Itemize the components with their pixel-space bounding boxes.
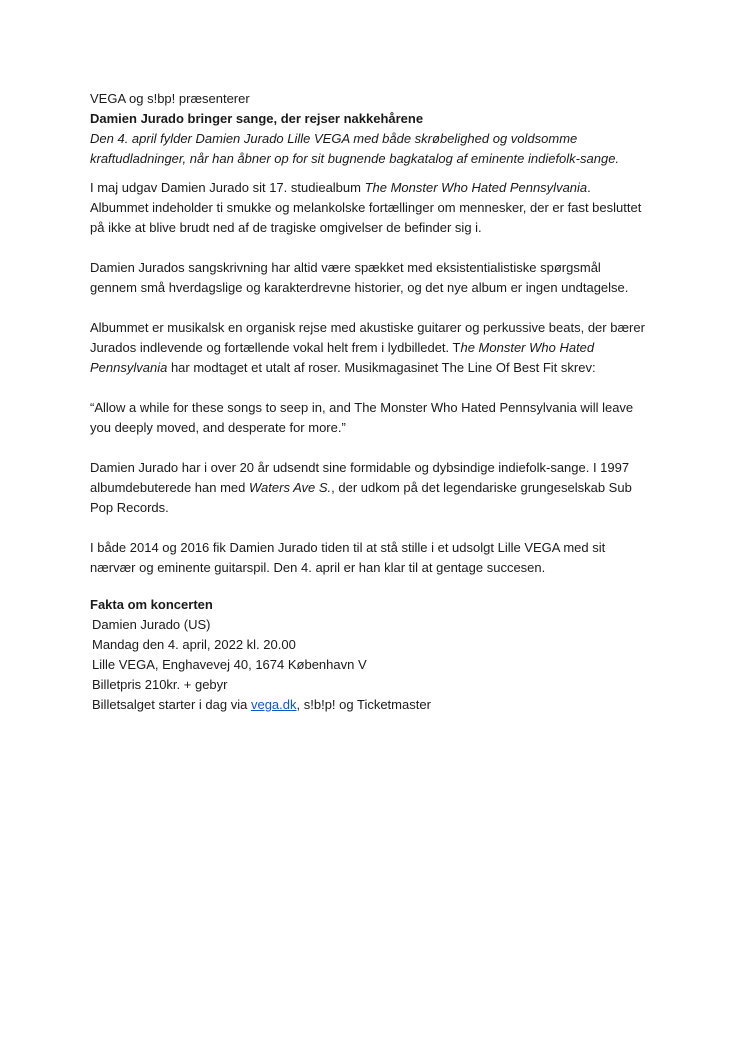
paragraph-album-release [90, 178, 650, 238]
vega-link[interactable]: vega.dk [250, 697, 297, 712]
headline: Damien Jurado bringer sange, der rejser nakkehårene [90, 111, 424, 126]
paragraph-history [90, 458, 650, 518]
p1-text-before: I maj udgav Damien Jurado sit 17. studiealbum [90, 180, 365, 195]
facts-heading: Fakta om koncerten [90, 597, 213, 612]
press-release [90, 89, 650, 715]
p3-text-after: har modtaget et utalt af roser. Musikmagasinet The Line Of Best Fit skrev: [167, 360, 596, 375]
fact-venue: Lille VEGA, Enghavevej 40, 1674 København V [92, 657, 367, 672]
p4-text-after: , der udkom på det legendariske grungeselskab Sub Pop Records. [90, 480, 632, 515]
p3-text-before: Albummet er musikalsk en organisk rejse med akustiske guitarer og perkussive beats, der bærer Jurados indlevende og fortællende vokal helt frem i lydbilledet. T [90, 320, 645, 355]
paragraph-reviews [90, 318, 650, 378]
presenter-line: VEGA og s!bp! præsenterer [90, 91, 250, 106]
paragraph-previous-shows: I både 2014 og 2016 fik Damien Jurado tiden til at stå stille i et udsolgt Lille VEGA med sit nærvær og eminente guitarspil. Den 4. april er han klar til at gentage succesen. [90, 540, 606, 575]
sale-text-before: Billetsalget starter i dag via [92, 697, 251, 712]
sale-text-after: , s!b!p! og Ticketmaster [296, 697, 431, 712]
paragraph-songwriting: Damien Jurados sangskrivning har altid være spækket med eksistentialistiske spørgsmål gennem små hverdagslige og karakterdrevne historier, og det nye album er ingen undtagelse. [90, 260, 629, 295]
fact-ticket-sale [90, 695, 650, 715]
album-title: The Monster Who Hated Pennsylvania [364, 180, 588, 195]
header-block [90, 89, 650, 169]
p4-text-before: Damien Jurado har i over 20 år udsendt sine formidable og dybsindige indiefolk-sange. I 1997 albumdebuterede han med [90, 460, 630, 495]
fact-date: Mandag den 4. april, 2022 kl. 20.00 [92, 637, 296, 652]
debut-album-title: Waters Ave S. [249, 480, 332, 495]
album-title-partial: he Monster Who Hated Pennsylvania [90, 340, 595, 375]
review-quote: “Allow a while for these songs to seep in, and The Monster Who Hated Pennsylvania will leave you deeply moved, and desperate for more.” [90, 400, 634, 435]
fact-artist: Damien Jurado (US) [92, 617, 211, 632]
fact-price: Billetpris 210kr. + gebyr [92, 677, 228, 692]
facts-block [90, 595, 650, 715]
lead-paragraph: Den 4. april fylder Damien Jurado Lille VEGA med både skrøbelighed og voldsomme kraftudladninger, når han åbner op for sit bugnende bagkatalog af eminente indiefolk-sange. [90, 131, 620, 166]
p1-text-after: . Albummet indeholder ti smukke og melankolske fortællinger om mennesker, der er fast besluttet på ikke at blive brudt ned af de tragiske omgivelser de befinder sig i. [90, 180, 642, 235]
